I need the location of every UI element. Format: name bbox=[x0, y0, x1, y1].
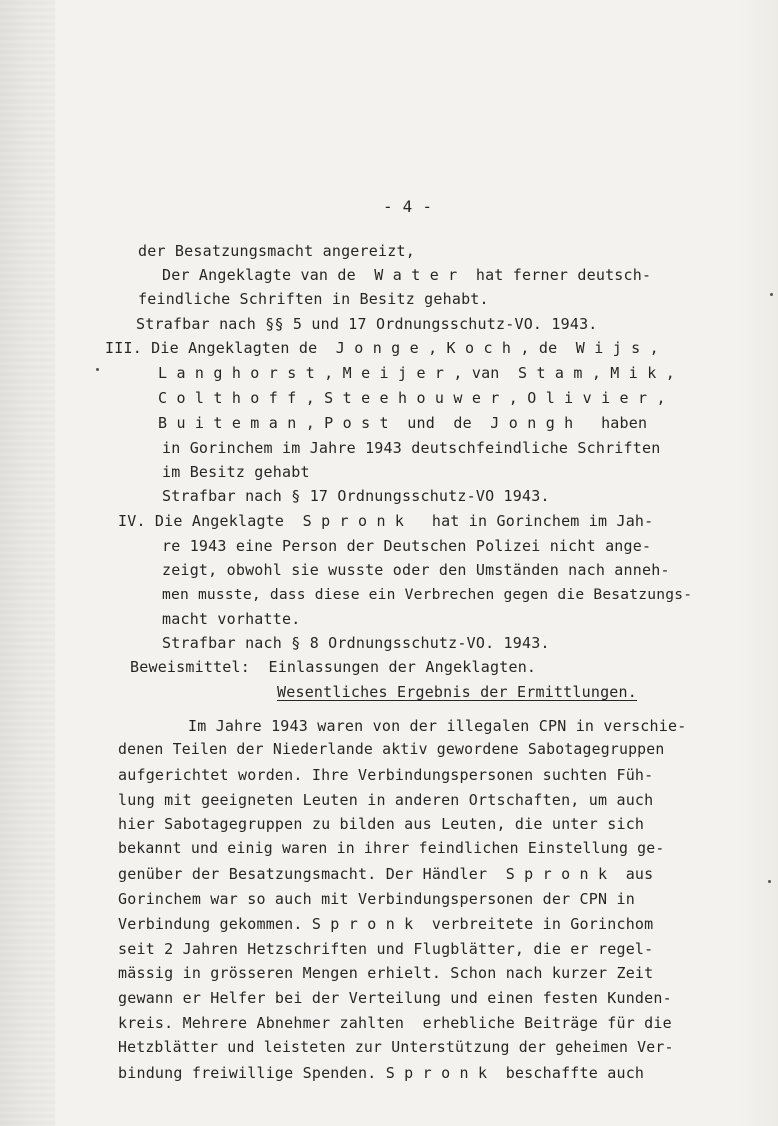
paragraph-line: Hetzblätter und leisteten zur Unterstützung der geheimen Ver- bbox=[118, 1039, 674, 1056]
text-line: L a n g h o r s t , M e i j e r , van S t a m , M i k , bbox=[158, 364, 675, 382]
page-number: - 4 - bbox=[383, 197, 433, 216]
text-line: men musste, dass diese ein Verbrechen gegen die Besatzungs- bbox=[162, 586, 693, 603]
text-line: zeigt, obwohl sie wusste oder den Umständen nach anneh- bbox=[162, 561, 670, 579]
paragraph-line: seit 2 Jahren Hetzschriften und Flugblätter, die er regel- bbox=[118, 940, 654, 958]
text-line: Strafbar nach § 17 Ordnungsschutz-VO 1943. bbox=[162, 487, 550, 505]
text-line: C o l t h o f f , S t e e h o u w e r , O l i v i e r , bbox=[158, 389, 666, 407]
paragraph-line: Im Jahre 1943 waren von der illegalen CPN in verschie- bbox=[188, 717, 687, 735]
text-line: der Besatzungsmacht angereizt, bbox=[138, 242, 415, 260]
evidence-line: Beweismittel: Einlassungen der Angeklagten. bbox=[130, 658, 537, 676]
text-line: re 1943 eine Person der Deutschen Polizei nicht ange- bbox=[162, 537, 652, 555]
paragraph-line: bekannt und einig waren in ihrer feindlichen Einstellung ge- bbox=[118, 840, 665, 857]
paragraph-line: kreis. Mehrere Abnehmer zahlten erhebliche Beiträge für die bbox=[118, 1014, 672, 1032]
paragraph-line: Verbindung gekommen. S p r o n k verbreitete in Gorinchom bbox=[118, 915, 654, 933]
section-heading-iv: IV. Die Angeklagte S p r o n k hat in Gorinchem im Jah- bbox=[118, 512, 654, 530]
text-line: Der Angeklagte van de W a t e r hat ferner deutsch- bbox=[162, 266, 652, 284]
section-heading-iii: III. Die Angeklagten de J o n g e , K o c h , de W i j s , bbox=[105, 339, 659, 357]
text-line: in Gorinchem im Jahre 1943 deutschfeindliche Schriften bbox=[162, 439, 661, 457]
paragraph-line: lung mit geeigneten Leuten in anderen Ortschaften, um auch bbox=[118, 791, 654, 809]
paragraph-line: denen Teilen der Niederlande aktiv gewordene Sabotagegruppen bbox=[118, 741, 665, 758]
margin-mark bbox=[768, 880, 771, 883]
paragraph-line: mässig in grösseren Mengen erhielt. Schon nach kurzer Zeit bbox=[118, 964, 654, 982]
paragraph-line: gewann er Helfer bei der Verteilung und einen festen Kunden- bbox=[118, 989, 672, 1007]
stray-mark bbox=[96, 368, 99, 371]
text-line: Strafbar nach § 8 Ordnungsschutz-VO. 1943. bbox=[162, 634, 550, 652]
margin-mark bbox=[770, 293, 773, 296]
text-line: B u i t e m a n , P o s t und de J o n g h haben bbox=[158, 414, 648, 432]
left-margin-smudge bbox=[0, 0, 55, 1126]
paragraph-line: Gorinchem war so auch mit Verbindungspersonen der CPN in bbox=[118, 890, 635, 908]
section-title: Wesentliches Ergebnis der Ermittlungen. bbox=[277, 683, 637, 701]
paragraph-line: bindung freiwillige Spenden. S p r o n k beschaffte auch bbox=[118, 1064, 645, 1082]
paragraph-line: hier Sabotagegruppen zu bilden aus Leuten, die unter sich bbox=[118, 815, 645, 833]
text-line: Strafbar nach §§ 5 und 17 Ordnungsschutz-VO. 1943. bbox=[136, 315, 598, 333]
text-line: feindliche Schriften in Besitz gehabt. bbox=[138, 290, 489, 308]
text-line: im Besitz gehabt bbox=[162, 463, 310, 481]
paragraph-line: genüber der Besatzungsmacht. Der Händler S p r o n k aus bbox=[118, 865, 654, 883]
text-line: macht vorhatte. bbox=[162, 610, 301, 628]
paragraph-line: aufgerichtet worden. Ihre Verbindungspersonen suchten Füh- bbox=[118, 766, 654, 784]
